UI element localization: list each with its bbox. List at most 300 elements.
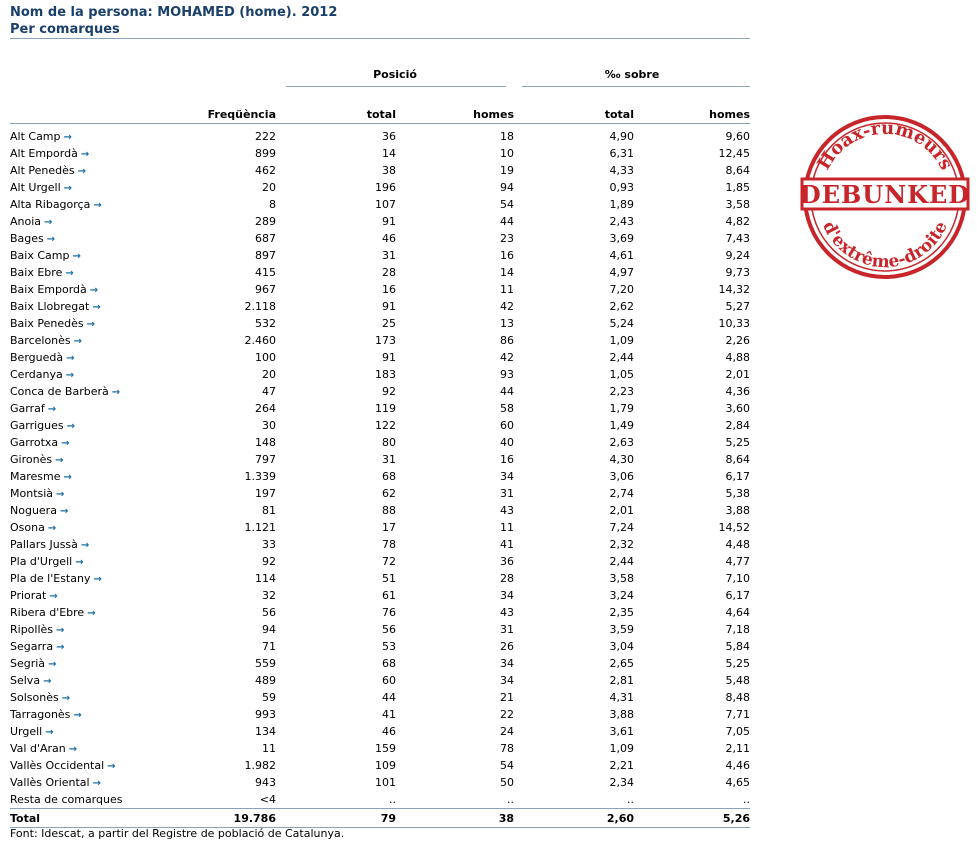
column-header-frequency: Freqüència — [172, 87, 276, 124]
arrow-right-icon[interactable]: → — [45, 727, 54, 738]
table-row — [10, 536, 750, 553]
table-row — [10, 124, 750, 146]
position-total-cell: 46 — [382, 232, 396, 245]
permil-men-cell: 9,24 — [725, 249, 751, 262]
region-name[interactable]: Baix Penedès — [10, 317, 84, 330]
arrow-right-icon[interactable]: → — [77, 166, 87, 177]
page-subtitle: Per comarques — [10, 22, 120, 37]
permil-men-cell: 7,18 — [725, 623, 751, 636]
arrow-right-icon[interactable]: → — [43, 676, 52, 687]
table-row — [10, 145, 750, 162]
region-cell — [10, 791, 172, 809]
table-row — [10, 349, 750, 366]
arrow-right-icon[interactable]: → — [80, 149, 90, 160]
position-total-cell: 14 — [382, 147, 396, 160]
table-row — [10, 570, 750, 587]
region-cell — [10, 366, 172, 383]
permil-total-cell: 3,24 — [609, 589, 635, 602]
region-name[interactable]: Tarragonès — [10, 708, 71, 721]
arrow-right-icon[interactable]: → — [56, 642, 65, 653]
title-block — [10, 4, 750, 38]
debunked-stamp — [800, 112, 970, 282]
permil-total-cell: 2,63 — [609, 436, 635, 449]
region-name[interactable]: Urgell — [10, 725, 43, 738]
region-cell — [10, 400, 172, 417]
region-name[interactable]: Berguedà — [10, 351, 64, 364]
region-name[interactable]: Pla d'Urgell — [10, 555, 73, 568]
position-men-cell: 26 — [500, 640, 515, 653]
permil-total-cell: 2,32 — [609, 538, 635, 551]
table-row — [10, 706, 750, 723]
table-row — [10, 400, 750, 417]
permil-total-cell: 2,43 — [609, 215, 635, 228]
permil-men-cell: 7,71 — [725, 708, 751, 721]
position-total-cell: 109 — [375, 759, 396, 772]
permil-total-cell: 6,31 — [609, 147, 635, 160]
permil-men-cell: 5,48 — [725, 674, 751, 687]
permil-total-cell: 2,81 — [609, 674, 635, 687]
position-total-cell: 61 — [382, 589, 396, 602]
region-name[interactable]: Noguera — [10, 504, 57, 517]
table-row — [10, 468, 750, 485]
table-row — [10, 264, 750, 281]
position-total-cell: 36 — [382, 130, 396, 143]
arrow-right-icon[interactable]: → — [72, 251, 81, 262]
frequency-cell: 92 — [262, 555, 276, 568]
region-name[interactable]: Osona — [10, 521, 45, 534]
arrow-right-icon[interactable]: → — [93, 574, 102, 585]
position-men-cell: 42 — [500, 300, 515, 313]
position-men-cell: 11 — [500, 283, 515, 296]
region-name[interactable]: Maresme — [10, 470, 61, 483]
position-total-cell: 56 — [382, 623, 396, 636]
frequency-cell: 222 — [255, 130, 276, 143]
table-row — [10, 519, 750, 536]
region-cell — [10, 604, 172, 621]
region-cell — [10, 706, 172, 723]
permil-total-cell: 3,04 — [609, 640, 635, 653]
region-name[interactable]: Alta Ribagorça — [10, 198, 91, 211]
position-total-cell: 101 — [375, 776, 396, 789]
region-name[interactable]: Alt Urgell — [10, 181, 61, 194]
permil-men-cell: 5,84 — [725, 640, 751, 653]
frequency-cell: 197 — [255, 487, 276, 500]
region-name[interactable]: Barcelonès — [10, 334, 71, 347]
arrow-right-icon[interactable]: → — [46, 234, 56, 245]
permil-men-cell: 8,64 — [725, 453, 751, 466]
frequency-cell: 20 — [262, 181, 276, 194]
arrow-right-icon[interactable]: → — [73, 710, 82, 721]
svg-text:d'extrême-droite: d'extrême-droite — [818, 218, 952, 273]
region-cell — [10, 723, 172, 740]
region-cell — [10, 264, 172, 281]
permil-total-cell: 4,90 — [609, 130, 635, 143]
position-men-cell: 10 — [500, 147, 515, 160]
position-total-cell: 68 — [382, 470, 396, 483]
region-name: Resta de comarques — [10, 793, 123, 806]
permil-men-cell: 5,27 — [725, 300, 751, 313]
title-divider — [10, 38, 750, 39]
position-total-cell: 44 — [382, 691, 396, 704]
table-row — [10, 162, 750, 179]
permil-men-cell: 8,64 — [725, 164, 751, 177]
position-total-cell: 107 — [375, 198, 396, 211]
region-cell — [10, 621, 172, 638]
table-row — [10, 672, 750, 689]
permil-men-cell: 4,65 — [725, 776, 751, 789]
table-row — [10, 417, 750, 434]
position-men-cell: 19 — [500, 164, 515, 177]
arrow-right-icon[interactable]: → — [56, 625, 65, 636]
arrow-right-icon[interactable]: → — [44, 217, 53, 228]
position-men-cell: 16 — [500, 249, 515, 262]
column-header-permil-men: homes — [634, 87, 750, 124]
position-men-cell: 24 — [500, 725, 515, 738]
arrow-right-icon[interactable]: → — [63, 183, 73, 194]
region-name[interactable]: Alt Penedès — [10, 164, 75, 177]
region-cell — [10, 638, 172, 655]
region-name[interactable]: Baix Empordà — [10, 283, 87, 296]
permil-men-cell: 5,25 — [725, 657, 751, 670]
region-cell — [10, 536, 172, 553]
position-total-cell: 196 — [375, 181, 396, 194]
region-name[interactable]: Ripollès — [10, 623, 54, 636]
region-cell — [10, 451, 172, 468]
position-men-cell: 22 — [500, 708, 515, 721]
permil-total-cell: 2,01 — [609, 504, 635, 517]
table-row — [10, 179, 750, 196]
permil-men-cell: 4,82 — [725, 215, 751, 228]
permil-total-cell: 2,23 — [609, 385, 635, 398]
region-cell — [10, 247, 172, 264]
total-permil-men-cell: 5,26 — [634, 809, 750, 828]
arrow-right-icon[interactable]: → — [111, 387, 121, 398]
frequency-cell: 687 — [255, 232, 276, 245]
region-name[interactable]: Segrià — [10, 657, 46, 670]
permil-total-cell: 3,06 — [609, 470, 635, 483]
region-name[interactable]: Anoia — [10, 215, 42, 228]
arrow-right-icon[interactable]: → — [75, 557, 84, 568]
frequency-cell: 71 — [262, 640, 276, 653]
frequency-cell: 33 — [262, 538, 276, 551]
arrow-right-icon[interactable]: → — [66, 353, 75, 364]
position-men-cell: 78 — [500, 742, 515, 755]
table-row — [10, 502, 750, 519]
region-name[interactable]: Garrigues — [10, 419, 64, 432]
region-name[interactable]: Conca de Barberà — [10, 385, 109, 398]
permil-men-cell: .. — [743, 793, 751, 806]
position-total-cell: 119 — [375, 402, 396, 415]
region-cell — [10, 740, 172, 757]
region-cell — [10, 417, 172, 434]
permil-men-cell: 5,38 — [725, 487, 751, 500]
permil-men-cell: 4,77 — [725, 555, 751, 568]
region-name[interactable]: Vallès Oriental — [10, 776, 90, 789]
arrow-right-icon[interactable]: → — [73, 336, 83, 347]
position-men-cell: 54 — [500, 759, 515, 772]
table-row — [10, 451, 750, 468]
position-total-cell: 16 — [382, 283, 396, 296]
arrow-right-icon[interactable]: → — [86, 319, 95, 330]
region-name[interactable]: Baix Ebre — [10, 266, 63, 279]
permil-total-cell: 3,69 — [609, 232, 635, 245]
position-men-cell: 43 — [500, 504, 515, 517]
region-cell — [10, 315, 172, 332]
permil-men-cell: 12,45 — [718, 147, 751, 160]
position-total-cell: 76 — [382, 606, 396, 619]
frequency-cell: 289 — [255, 215, 276, 228]
position-men-cell: 21 — [500, 691, 515, 704]
region-name[interactable]: Pallars Jussà — [10, 538, 78, 551]
position-men-cell: 44 — [500, 385, 515, 398]
region-cell — [10, 485, 172, 502]
data-table — [10, 63, 750, 828]
arrow-right-icon[interactable]: → — [65, 370, 75, 381]
region-cell — [10, 774, 172, 791]
position-men-cell: 31 — [500, 487, 515, 500]
region-name[interactable]: Solsonès — [10, 691, 59, 704]
arrow-right-icon[interactable]: → — [56, 489, 65, 500]
region-cell — [10, 281, 172, 298]
permil-total-cell: 1,09 — [609, 742, 635, 755]
permil-total-cell: 4,31 — [609, 691, 635, 704]
position-total-cell: 88 — [382, 504, 396, 517]
permil-men-cell: 4,64 — [725, 606, 751, 619]
frequency-cell: 489 — [255, 674, 276, 687]
svg-text:Hoax-rumeurs: Hoax-rumeurs — [813, 117, 957, 174]
arrow-right-icon[interactable]: → — [68, 744, 78, 755]
table-row — [10, 689, 750, 706]
permil-total-cell: 5,24 — [609, 317, 635, 330]
table-row — [10, 740, 750, 757]
permil-men-cell: 7,10 — [725, 572, 751, 585]
frequency-cell: 532 — [255, 317, 276, 330]
table-row — [10, 723, 750, 740]
position-men-cell: 36 — [500, 555, 515, 568]
table-body — [10, 124, 750, 828]
table-row — [10, 587, 750, 604]
arrow-right-icon[interactable]: → — [63, 472, 72, 483]
frequency-cell: 264 — [255, 402, 276, 415]
page-title: Nom de la persona: MOHAMED (home). 2012 — [10, 5, 338, 20]
frequency-cell: 32 — [262, 589, 276, 602]
position-total-cell: 25 — [382, 317, 396, 330]
region-name[interactable]: Alt Empordà — [10, 147, 78, 160]
permil-total-cell: 2,74 — [609, 487, 635, 500]
position-total-cell: 91 — [382, 215, 396, 228]
total-position-total-cell: 79 — [276, 809, 396, 828]
region-cell — [10, 570, 172, 587]
position-total-cell: 53 — [382, 640, 396, 653]
permil-men-cell: 3,58 — [725, 198, 751, 211]
arrow-right-icon[interactable]: → — [93, 200, 102, 211]
permil-total-cell: 1,05 — [609, 368, 635, 381]
permil-total-cell: 3,58 — [609, 572, 635, 585]
position-total-cell: 72 — [382, 555, 396, 568]
frequency-cell: 899 — [255, 147, 276, 160]
permil-men-cell: 10,33 — [718, 317, 751, 330]
region-cell — [10, 332, 172, 349]
permil-total-cell: 4,61 — [609, 249, 635, 262]
arrow-right-icon[interactable]: → — [47, 404, 57, 415]
arrow-right-icon[interactable]: → — [61, 693, 71, 704]
arrow-right-icon[interactable]: → — [63, 132, 72, 143]
region-name[interactable]: Segarra — [10, 640, 54, 653]
table-row — [10, 774, 750, 791]
permil-men-cell: 8,48 — [725, 691, 751, 704]
permil-men-cell: 14,52 — [718, 521, 751, 534]
permil-total-cell: 3,61 — [609, 725, 635, 738]
permil-total-cell: 3,59 — [609, 623, 635, 636]
column-header-permil-total: total — [514, 87, 634, 124]
svg-text:DEBUNKED: DEBUNKED — [800, 180, 970, 209]
position-men-cell: 40 — [500, 436, 515, 449]
permil-men-cell: 4,88 — [725, 351, 751, 364]
position-men-cell: 18 — [500, 130, 515, 143]
permil-total-cell: 2,65 — [609, 657, 635, 670]
position-total-cell: 31 — [382, 453, 396, 466]
region-cell — [10, 502, 172, 519]
region-cell — [10, 519, 172, 536]
frequency-cell: 1.982 — [244, 759, 276, 772]
region-name[interactable]: Gironès — [10, 453, 53, 466]
column-header-position-total: total — [276, 87, 396, 124]
arrow-right-icon[interactable]: → — [66, 421, 76, 432]
permil-men-cell: 4,46 — [725, 759, 751, 772]
region-cell — [10, 213, 172, 230]
permil-men-cell: 3,60 — [725, 402, 751, 415]
region-cell — [10, 689, 172, 706]
table-row — [10, 196, 750, 213]
region-name[interactable]: Baix Camp — [10, 249, 70, 262]
position-total-cell: 31 — [382, 249, 396, 262]
frequency-cell: 8 — [269, 198, 276, 211]
permil-total-cell: 2,34 — [609, 776, 635, 789]
total-label: Total — [10, 809, 172, 828]
permil-men-cell: 4,48 — [725, 538, 751, 551]
permil-men-cell: 7,43 — [725, 232, 751, 245]
permil-total-cell: 4,97 — [609, 266, 635, 279]
arrow-right-icon[interactable]: → — [89, 285, 99, 296]
frequency-cell: 11 — [262, 742, 276, 755]
region-name[interactable]: Pla de l'Estany — [10, 572, 91, 585]
region-name[interactable]: Alt Camp — [10, 130, 61, 143]
position-total-cell: 51 — [382, 572, 396, 585]
frequency-cell: 81 — [262, 504, 276, 517]
position-men-cell: 86 — [500, 334, 515, 347]
position-men-cell: .. — [507, 793, 515, 806]
arrow-right-icon[interactable]: → — [48, 659, 57, 670]
permil-total-cell: 4,30 — [609, 453, 635, 466]
region-name[interactable]: Priorat — [10, 589, 47, 602]
region-cell — [10, 124, 172, 146]
permil-men-cell: 5,25 — [725, 436, 751, 449]
region-name[interactable]: Vallès Occidental — [10, 759, 105, 772]
table-row — [10, 247, 750, 264]
permil-men-cell: 2,11 — [725, 742, 751, 755]
arrow-right-icon[interactable]: → — [107, 761, 116, 772]
frequency-cell: 47 — [262, 385, 276, 398]
frequency-cell: 797 — [255, 453, 276, 466]
position-total-cell: 80 — [382, 436, 396, 449]
permil-total-cell: 1,09 — [609, 334, 635, 347]
frequency-cell: 134 — [255, 725, 276, 738]
region-name[interactable]: Selva — [10, 674, 41, 687]
position-total-cell: 68 — [382, 657, 396, 670]
arrow-right-icon[interactable]: → — [47, 523, 57, 534]
position-total-cell: 17 — [382, 521, 396, 534]
region-cell — [10, 757, 172, 774]
arrow-right-icon[interactable]: → — [61, 438, 70, 449]
position-total-cell: 62 — [382, 487, 396, 500]
table-row — [10, 621, 750, 638]
region-name[interactable]: Val d'Aran — [10, 742, 66, 755]
table-row — [10, 604, 750, 621]
arrow-right-icon[interactable]: → — [92, 778, 101, 789]
region-name[interactable]: Bages — [10, 232, 44, 245]
region-cell — [10, 383, 172, 400]
permil-men-cell: 9,73 — [725, 266, 751, 279]
arrow-right-icon[interactable]: → — [55, 455, 64, 466]
arrow-right-icon[interactable]: → — [59, 506, 69, 517]
total-permil-total-cell: 2,60 — [514, 809, 634, 828]
table-row — [10, 791, 750, 809]
region-name[interactable]: Baix Llobregat — [10, 300, 90, 313]
frequency-cell: 114 — [255, 572, 276, 585]
position-total-cell: 159 — [375, 742, 396, 755]
region-name[interactable]: Ribera d'Ebre — [10, 606, 85, 619]
arrow-right-icon[interactable]: → — [49, 591, 58, 602]
position-men-cell: 60 — [500, 419, 515, 432]
position-men-cell: 44 — [500, 215, 515, 228]
arrow-right-icon[interactable]: → — [87, 608, 96, 619]
table-row — [10, 655, 750, 672]
region-name[interactable]: Montsià — [10, 487, 54, 500]
permil-total-cell: 7,20 — [609, 283, 635, 296]
frequency-cell: 20 — [262, 368, 276, 381]
position-men-cell: 58 — [500, 402, 515, 415]
region-cell — [10, 179, 172, 196]
region-name[interactable]: Cerdanya — [10, 368, 63, 381]
position-men-cell: 54 — [500, 198, 515, 211]
frequency-cell: 59 — [262, 691, 276, 704]
permil-men-cell: 1,85 — [725, 181, 751, 194]
position-men-cell: 14 — [500, 266, 515, 279]
arrow-right-icon[interactable]: → — [65, 268, 74, 279]
region-cell — [10, 468, 172, 485]
arrow-right-icon[interactable]: → — [92, 302, 101, 313]
region-cell — [10, 196, 172, 213]
region-name[interactable]: Garraf — [10, 402, 45, 415]
position-men-cell: 34 — [500, 674, 515, 687]
frequency-cell: 2.460 — [244, 334, 276, 347]
region-name[interactable]: Garrotxa — [10, 436, 59, 449]
position-men-cell: 50 — [500, 776, 515, 789]
position-men-cell: 41 — [500, 538, 515, 551]
permil-men-cell: 2,84 — [725, 419, 751, 432]
position-men-cell: 93 — [500, 368, 515, 381]
permil-total-cell: 2,62 — [609, 300, 635, 313]
frequency-cell: 559 — [255, 657, 276, 670]
arrow-right-icon[interactable]: → — [80, 540, 90, 551]
permil-men-cell: 7,05 — [725, 725, 751, 738]
position-total-cell: 173 — [375, 334, 396, 347]
position-total-cell: 183 — [375, 368, 396, 381]
permil-total-cell: 2,44 — [609, 351, 635, 364]
permil-men-cell: 3,88 — [725, 504, 751, 517]
table-row — [10, 315, 750, 332]
region-cell — [10, 655, 172, 672]
